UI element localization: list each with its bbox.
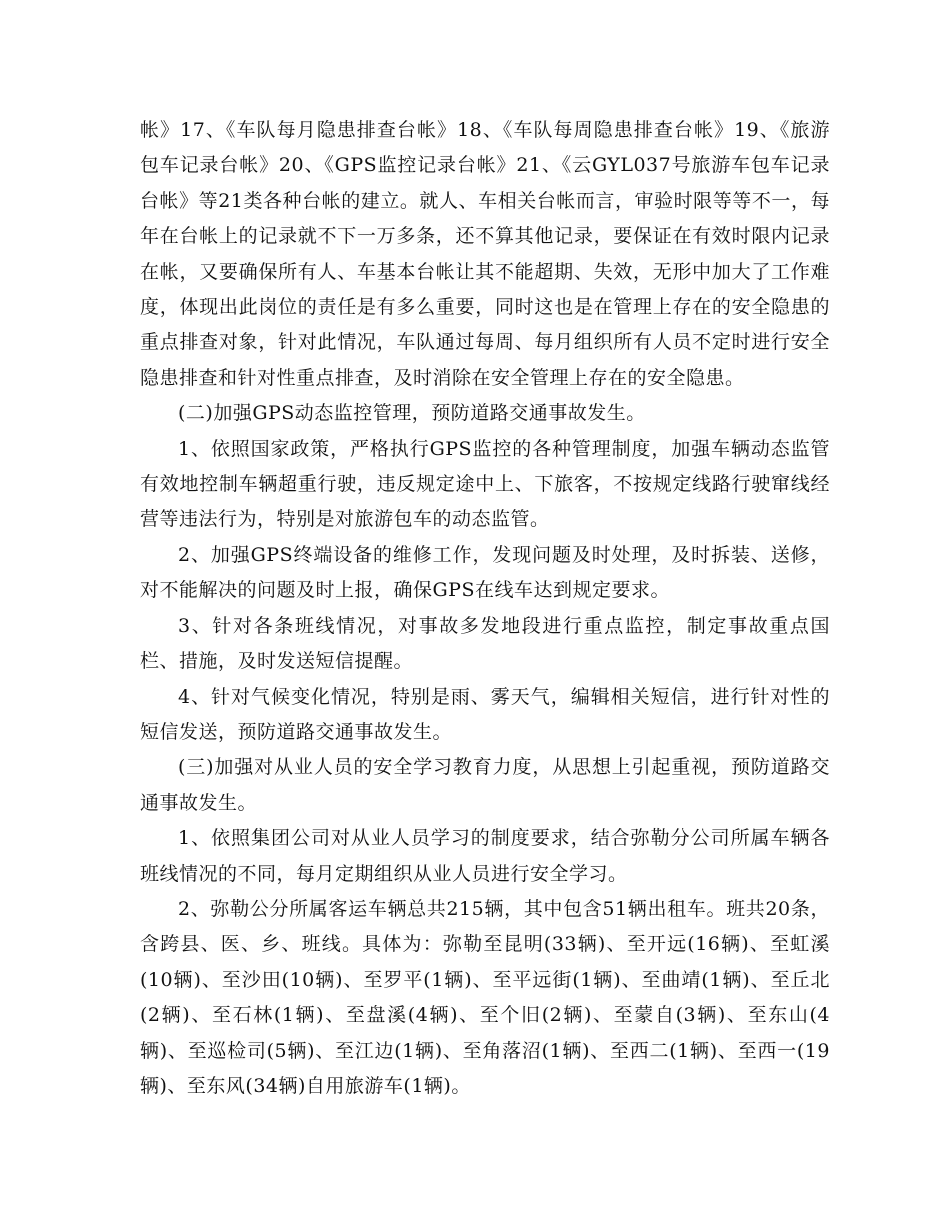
paragraph-gps-item-4: 4、针对气候变化情况，特别是雨、雾天气，编辑相关短信，进行针对性的短信发送，预防道路交通事故发生。 [140,685,830,743]
paragraph-gps-item-3: 3、针对各条班线情况，对事故多发地段进行重点监控，制定事故重点国栏、措施，及时发送短信提醒。 [140,614,830,673]
paragraph-training-item-1: 1、依照集团公司对从业人员学习的制度要求，结合弥勒分公司所属车辆各班线情况的不同，每月定期组织从业人员进行安全学习。 [140,827,830,885]
section-heading-training: (三)加强对从业人员的安全学习教育力度，从思想上引起重视，预防道路交通事故发生。 [140,756,830,814]
paragraph-training-item-2: 2、弥勒公分所属客运车辆总共215辆，其中包含51辆出租车。班共20条，含跨县、医、乡、班线。具体为：弥勒至昆明(33辆)、至开远(16辆)、至虹溪(10辆)、至沙田(10辆)、至罗平(1辆)、至平远街(1辆)、至曲靖(1辆)、至丘北(2辆)、至石林(1辆)、至盘溪(4辆)、至个旧(2辆)、至蒙自(3辆)、至东山(4辆)、至巡检司(5辆)、至江边(1辆)、至角落沼(1辆)、至西二(1辆)、至西一(19辆)、至东风(34辆)自用旅游车(1辆)。 [140,897,830,1097]
document-page [140,113,830,1104]
paragraph-ledger-summary: 帐》17、《车队每月隐患排查台帐》18、《车队每周隐患排查台帐》19、《旅游包车记录台帐》20、《GPS监控记录台帐》21、《云GYL037号旅游车包车记录台帐》等21类各种台帐的建立。就人、车相关台帐而言，审验时限等等不一，每年在台帐上的记录就不下一万多条，还不算其他记录，要保证在有效时限内记录在帐，又要确保所有人、车基本台帐让其不能超期、失效，无形中加大了工作难度，体现出此岗位的责任是有多么重要，同时这也是在管理上存在的安全隐患的重点排查对象，针对此情况，车队通过每周、每月组织所有人员不定时进行安全隐患排查和针对性重点排查，及时消除在安全管理上存在的安全隐患。 [140,119,830,389]
paragraph-gps-item-2: 2、加强GPS终端设备的维修工作，发现问题及时处理，及时拆装、送修，对不能解决的问题及时上报，确保GPS在线车达到规定要求。 [140,543,830,602]
paragraph-gps-item-1: 1、依照国家政策，严格执行GPS监控的各种管理制度，加强车辆动态监管有效地控制车辆超重行驶，违反规定途中上、下旅客，不按规定线路行驶窜线经营等违法行为，特别是对旅游包车的动态监管。 [140,437,830,531]
section-heading-gps: (二)加强GPS动态监控管理，预防道路交通事故发生。 [178,402,646,425]
